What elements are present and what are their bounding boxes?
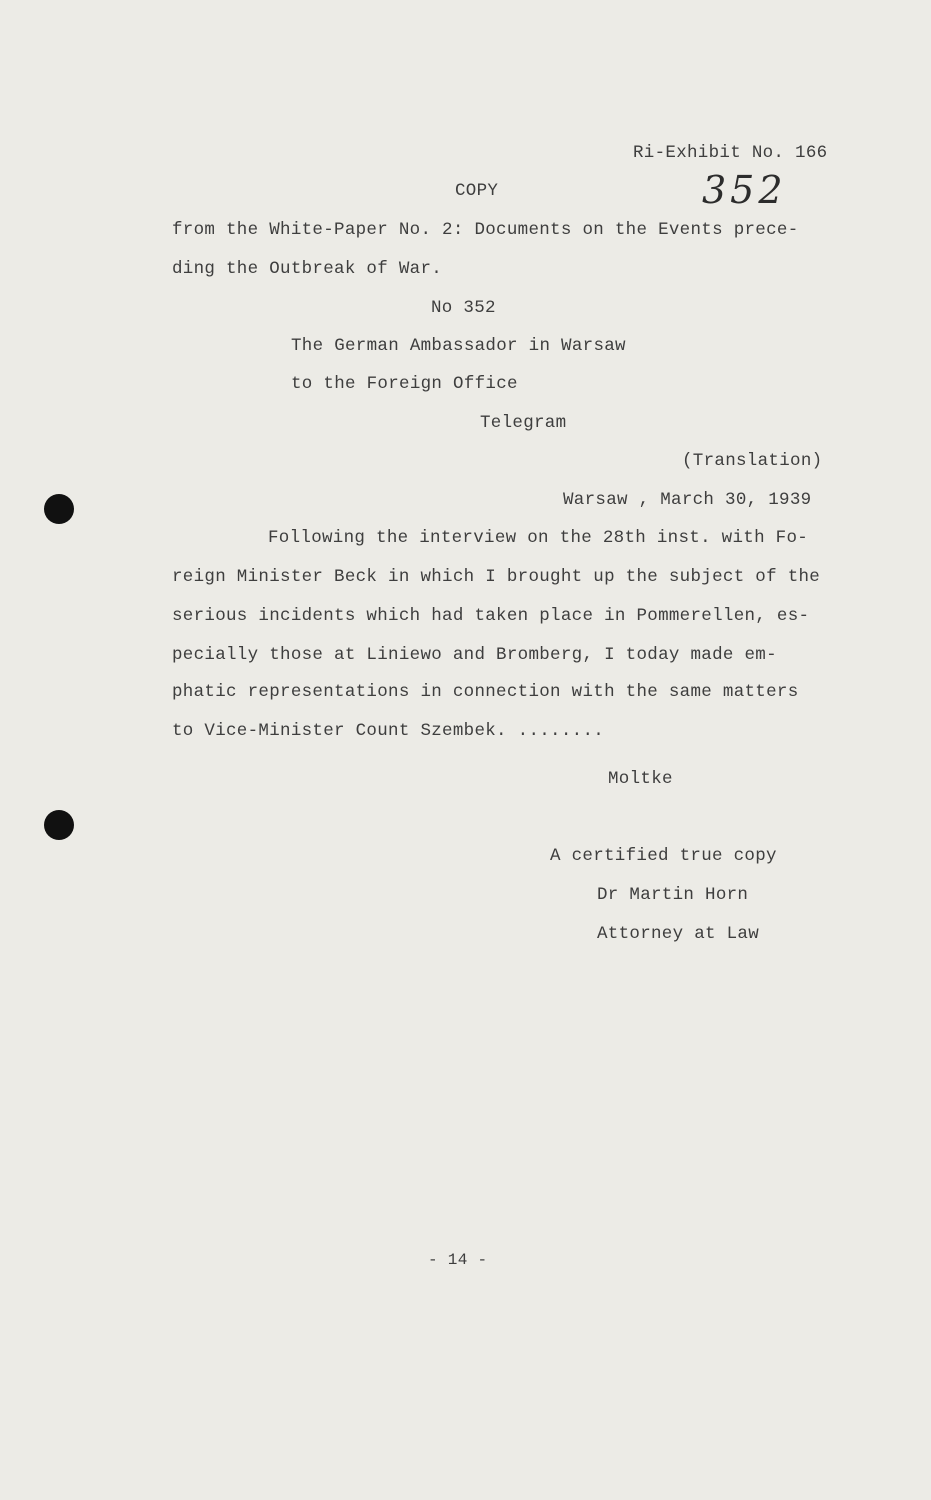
translation-label: (Translation) (682, 451, 823, 471)
document-number: No 352 (431, 298, 496, 318)
source-line-1: from the White-Paper No. 2: Documents on the Events prece- (172, 220, 799, 240)
certification-line-2: Dr Martin Horn (597, 885, 749, 905)
page-number: - 14 - (428, 1251, 488, 1269)
certification-line-1: A certified true copy (550, 846, 777, 866)
certification-line-3: Attorney at Law (597, 924, 760, 944)
punch-hole-top (44, 494, 74, 524)
body-line-4: pecially those at Liniewo and Bromberg, I today made em- (172, 645, 777, 665)
body-line-3: serious incidents which had taken place in Pommerellen, es- (172, 606, 810, 626)
signature: Moltke (608, 769, 673, 789)
handwritten-document-number: 352 (702, 168, 787, 212)
addressee-line-2: to the Foreign Office (291, 374, 518, 394)
body-line-1: Following the interview on the 28th inst. with Fo- (268, 528, 809, 548)
exhibit-number: Ri-Exhibit No. 166 (633, 143, 828, 163)
addressee-line-1: The German Ambassador in Warsaw (291, 336, 626, 356)
punch-hole-bottom (44, 810, 74, 840)
body-line-5: phatic representations in connection with the same matters (172, 682, 799, 702)
body-line-2: reign Minister Beck in which I brought up the subject of the (172, 567, 821, 587)
document-type: Telegram (480, 413, 567, 433)
copy-label: COPY (455, 181, 499, 201)
place-date: Warsaw , March 30, 1939 (563, 490, 812, 510)
body-line-6: to Vice-Minister Count Szembek. ........ (172, 721, 605, 741)
source-line-2: ding the Outbreak of War. (172, 259, 443, 279)
